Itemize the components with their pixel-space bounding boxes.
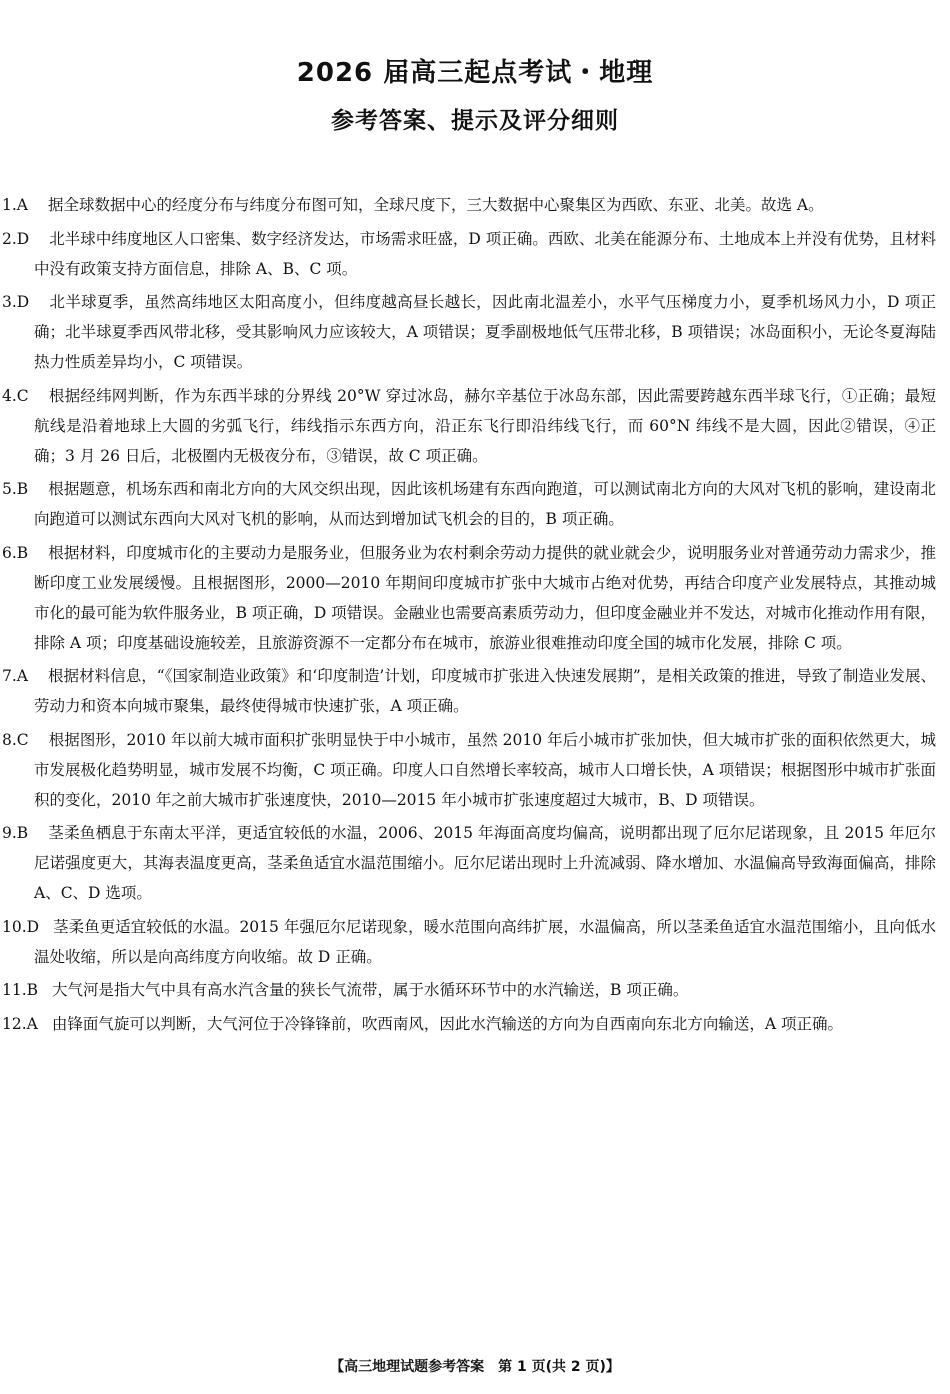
answer-list (2, 190, 936, 1042)
answer-item-3 (2, 287, 936, 377)
answer-number: 6.B (2, 543, 29, 562)
answer-text: 大气河是指大气中具有高水汽含量的狭长气流带，属于水循环环节中的水汽输送，B 项正确。 (52, 981, 689, 999)
answer-item-7 (2, 661, 936, 721)
answer-item-12 (2, 1009, 936, 1039)
answer-number: 11.B (2, 981, 39, 999)
answer-text: 北半球夏季，虽然高纬地区太阳高度小，但纬度越高昼长越长，因此南北温差小，水平气压梯度力小，夏季机场风力小，D 项正确；北半球夏季西风带北移，受其影响风力应该较大，A 项错误；夏季副极地低气压带北移，B 项错误；冰岛面积小，无论冬夏海陆热力性质差异均小，C 项错误。 (34, 293, 936, 371)
answer-text: 根据题意，机场东西和南北方向的大风交织出现，因此该机场建有东西向跑道，可以测试南北方向的大风对飞机的影响，建设南北向跑道可以测试东西向大风对飞机的影响，从而达到增加试飞机会的目的，B 项正确。 (34, 480, 936, 528)
answer-text: 根据经纬网判断，作为东西半球的分界线 20°W 穿过冰岛，赫尔辛基位于冰岛东部，因此需要跨越东西半球飞行，①正确；最短航线是沿着地球上大圆的劣弧飞行，纬线指示东西方向，沿正东飞行即沿纬线飞行，而 60°N 纬线不是大圆，因此②错误，④正确；3 月 26 日后，北极圈内无极夜分布，③错误，故 C 项正确。 (34, 386, 936, 465)
answer-item-2 (2, 224, 936, 284)
answer-number: 8.C (2, 730, 29, 749)
answer-text: 茎柔鱼栖息于东南太平洋，更适宜较低的水温，2006、2015 年海面高度均偏高，说明都出现了厄尔尼诺现象，且 2015 年厄尔尼诺强度更大，其海表温度更高，茎柔鱼适宜水温范围缩小。厄尔尼诺出现时上升流减弱、降水增加、水温偏高导致海面偏高，排除 A、C、D 选项。 (34, 824, 936, 902)
answer-text: 由锋面气旋可以判断，大气河位于冷锋锋前，吹西南风，因此水汽输送的方向为自西南向东北方向输送，A 项正确。 (51, 1014, 843, 1033)
answer-text: 茎柔鱼更适宜较低的水温。2015 年强厄尔尼诺现象，暖水范围向高纬扩展，水温偏高，所以茎柔鱼适宜水温范围缩小，且向低水温处收缩，所以是向高纬度方向收缩。故 D 正确。 (34, 917, 936, 966)
answer-text: 北半球中纬度地区人口密集、数字经济发达，市场需求旺盛，D 项正确。西欧、北美在能源分布、土地成本上并没有优势，且材料中没有政策支持方面信息，排除 A、B、C 项。 (34, 229, 936, 278)
answer-item-5 (2, 474, 936, 534)
answer-number: 12.A (2, 1014, 38, 1033)
answer-item-8 (2, 725, 936, 815)
answer-number: 1.A (2, 196, 28, 214)
answer-number: 2.D (2, 229, 30, 248)
page-title: 2026 届高三起点考试・地理 (296, 58, 654, 88)
answer-number: 9.B (2, 824, 29, 842)
answer-item-4 (2, 381, 936, 471)
answer-text: 根据图形，2010 年以前大城市面积扩张明显快于中小城市，虽然 2010 年后小城市扩张加快，但大城市扩张的面积依然更大，城市发展极化趋势明显，城市发展不均衡，C 项正确。印度人口自然增长率较高，城市人口增长快，A 项错误；根据图形中城市扩张面积的变化，2010 年之前大城市扩张速度快，2010—2015 年小城市扩张速度超过大城市，B、D 项错误。 (34, 730, 936, 809)
answer-item-9 (2, 818, 936, 908)
page-footer: 【高三地理试题参考答案 第 1 页(共 2 页)】 (330, 1359, 620, 1375)
answer-number: 5.B (2, 480, 29, 498)
answer-number: 7.A (2, 667, 28, 685)
answer-item-6 (2, 538, 936, 658)
answer-number: 10.D (2, 917, 40, 936)
page-subtitle: 参考答案、提示及评分细则 (331, 108, 619, 134)
answer-number: 4.C (2, 386, 29, 405)
answer-item-10 (2, 912, 936, 972)
answer-text: 根据材料，印度城市化的主要动力是服务业，但服务业为农村剩余劳动力提供的就业就会少，说明服务业对普通劳动力需求少，推断印度工业发展缓慢。且根据图形，2000—2010 年期间印度城市扩张中大城市占绝对优势，再结合印度产业发展特点，其推动城市化的最可能为软件服务业，B 项正确，D 项错误。金融业也需要高素质劳动力，但印度金融业并不发达，对城市化推动作用有限，排除 A 项；印度基础设施较差，且旅游资源不一定都分布在城市，旅游业很难推动印度全国的城市化发展，排除 C 项。 (34, 543, 936, 652)
answer-number: 3.D (2, 293, 30, 311)
answer-text: 根据材料信息，“《国家制造业政策》和‘印度制造’计划，印度城市扩张进入快速发展期”，是相关政策的推进，导致了制造业发展、劳动力和资本向城市聚集，最终使得城市快速扩张，A 项正确。 (34, 667, 936, 715)
answer-item-1 (2, 190, 936, 220)
answer-text: 据全球数据中心的经度分布与纬度分布图可知，全球尺度下，三大数据中心聚集区为西欧、东亚、北美。故选 A。 (47, 196, 824, 214)
answer-item-11 (2, 975, 936, 1005)
